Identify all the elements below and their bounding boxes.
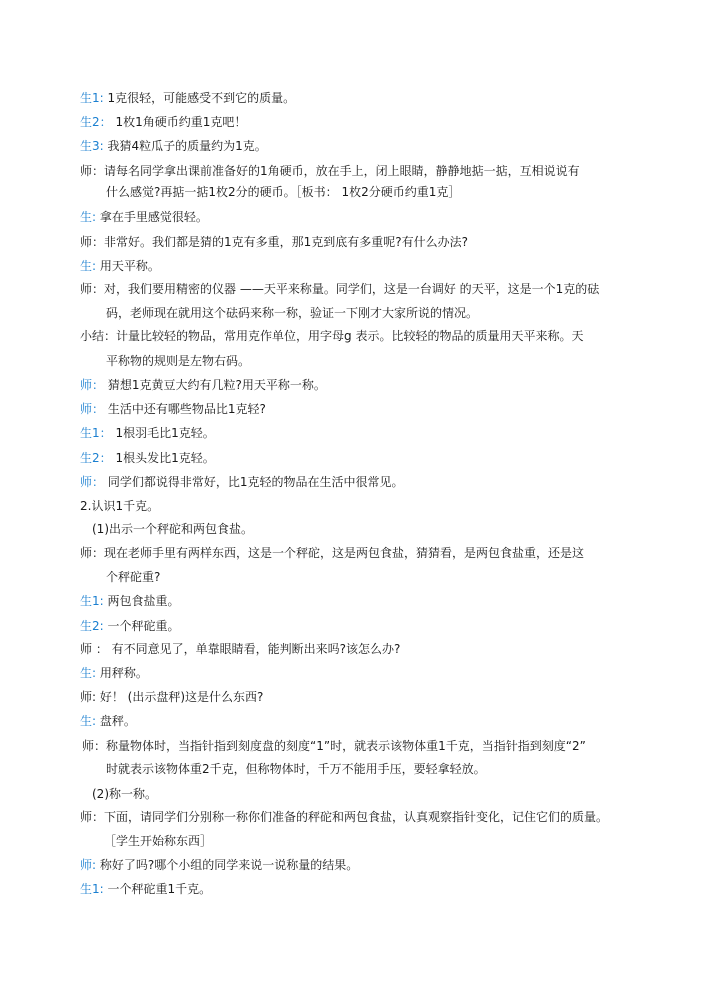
speaker-label: 师 ： — [80, 642, 108, 656]
dialogue-line — [80, 857, 358, 873]
line-text: 非常好。我们都是猜的1克有多重，那1克到底有多重呢?有什么办法? — [104, 235, 469, 249]
dialogue-line — [80, 809, 608, 825]
speaker-label: 师： — [80, 546, 105, 560]
dialogue-line — [80, 545, 584, 561]
line-text: 2.认识1千克。 — [80, 499, 160, 513]
speaker-label: 生: — [80, 259, 97, 273]
line-text: 盘秤。 — [96, 714, 136, 728]
line-text: 一个秤砣重。 — [103, 619, 180, 633]
dialogue-line — [80, 450, 215, 466]
line-text: 好！ (出示盘秤)这是什么东西? — [96, 690, 264, 704]
line-text: 下面，请同学们分别称一称你们准备的秤砣和两包食盐，认真观察指针变化，记住它们的质量。 — [104, 810, 609, 824]
line-continuation: 个秤砣重? — [106, 570, 161, 584]
speaker-label: 师： — [80, 810, 105, 824]
dialogue-line — [80, 641, 400, 657]
speaker-label: 生1: — [80, 594, 104, 608]
line-text: 1克很轻，可能感受不到它的质量。 — [103, 91, 296, 105]
line-text: ［学生开始称东西］ — [104, 834, 213, 848]
line-text: 对，我们要用精密的仪器 ——天平来称量。同学们，这是一台调好 的天平，这是一个1克的砝 — [104, 282, 600, 296]
line-text: 1根羽毛比1克轻。 — [111, 426, 215, 440]
dialogue-line — [80, 209, 208, 225]
dialogue-line — [80, 234, 468, 250]
speaker-label: 师: — [80, 858, 97, 872]
speaker-label: 师： — [80, 402, 105, 416]
speaker-label: 生: — [80, 666, 97, 680]
line-text: 计量比较轻的物品，常用克作单位，用字母g 表示。比较轻的物品的质量用天平来称。天 — [116, 329, 584, 343]
line-text: 同学们都说得非常好，比1克轻的物品在生活中很常见。 — [104, 475, 404, 489]
speaker-label: 生: — [80, 210, 97, 224]
line-text: 一个秤砣重1千克。 — [103, 882, 212, 896]
dialogue-line — [80, 425, 215, 441]
speaker-label: 师： — [80, 282, 105, 296]
dialogue-line — [80, 377, 326, 393]
dialogue-line — [80, 90, 295, 106]
line-text: 1根头发比1克轻。 — [111, 451, 215, 465]
line-text: 猜想1克黄豆大约有几粒?用天平称一称。 — [104, 378, 326, 392]
speaker-label: 生1: — [80, 91, 104, 105]
line-text: 现在老师手里有两样东西，这是一个秤砣，这是两包食盐，猜猜看，是两包食盐重，还是这 — [104, 546, 585, 560]
line-text: 生活中还有哪些物品比1克轻? — [104, 402, 266, 416]
line-text: 用天平称。 — [96, 259, 160, 273]
stage-direction — [104, 833, 212, 849]
section-heading — [80, 498, 159, 514]
speaker-label: 师： — [80, 475, 105, 489]
dialogue-line — [80, 281, 599, 297]
line-continuation: 码，老师现在就用这个砝码来称一称，验证一下刚才大家所说的情况。 — [106, 306, 479, 320]
dialogue-line — [80, 138, 267, 154]
line-text: 称好了吗?哪个小组的同学来说一说称量的结果。 — [96, 858, 359, 872]
dialogue-line — [80, 401, 266, 417]
dialogue-line — [80, 665, 148, 681]
speaker-label: 生: — [80, 714, 97, 728]
sub-heading — [92, 521, 253, 537]
dialogue-line — [80, 593, 180, 609]
dialogue-line — [80, 713, 136, 729]
speaker-label: 生2： — [80, 451, 112, 465]
dialogue-line — [80, 114, 246, 130]
speaker-label: 师： — [80, 378, 105, 392]
line-text: 1枚1角硬币约重1克吧！ — [111, 115, 247, 129]
dialogue-line — [82, 738, 586, 754]
line-text: 有不同意见了，单靠眼睛看，能判断出来吗?该怎么办? — [107, 642, 401, 656]
dialogue-line — [80, 618, 180, 634]
dialogue-line — [80, 163, 580, 179]
line-text: 称量物体时，当指针指到刻度盘的刻度“1”时，就表示该物体重1千克，当指针指到刻度“2” — [106, 739, 586, 753]
line-text: (1)出示一个秤砣和两包食盐。 — [92, 522, 253, 536]
line-continuation: 平称物的规则是左物右码。 — [106, 354, 251, 368]
line-text: 我猜4粒瓜子的质量约为1克。 — [103, 139, 267, 153]
line-text: 拿在手里感觉很轻。 — [96, 210, 208, 224]
speaker-label: 师: — [80, 690, 97, 704]
sub-heading — [92, 786, 157, 802]
dialogue-line — [80, 258, 160, 274]
line-text: 用秤称。 — [96, 666, 148, 680]
line-continuation: 什么感觉?再掂一掂1枚2分的硬币。［板书： 1枚2分硬币约重1克］ — [106, 185, 461, 199]
dialogue-line — [80, 689, 263, 705]
line-continuation: 时就表示该物体重2千克，但称物体时，千万不能用手压，要轻拿轻放。 — [106, 762, 486, 776]
speaker-label: 师： — [80, 164, 105, 178]
speaker-label: 师： — [80, 235, 105, 249]
speaker-label: 师： — [82, 739, 107, 753]
line-text: 请每名同学拿出课前准备好的1角硬币，放在手上，闭上眼睛，静静地掂一掂，互相说说有 — [104, 164, 580, 178]
speaker-label: 生1: — [80, 882, 104, 896]
speaker-label: 小结： — [80, 329, 117, 343]
line-text: (2)称一称。 — [92, 787, 157, 801]
speaker-label: 生1： — [80, 426, 112, 440]
line-text: 两包食盐重。 — [103, 594, 180, 608]
speaker-label: 生3: — [80, 139, 104, 153]
dialogue-line — [80, 881, 211, 897]
speaker-label: 生2: — [80, 619, 104, 633]
speaker-label: 生2： — [80, 115, 112, 129]
dialogue-line — [80, 328, 583, 344]
dialogue-line — [80, 474, 403, 490]
